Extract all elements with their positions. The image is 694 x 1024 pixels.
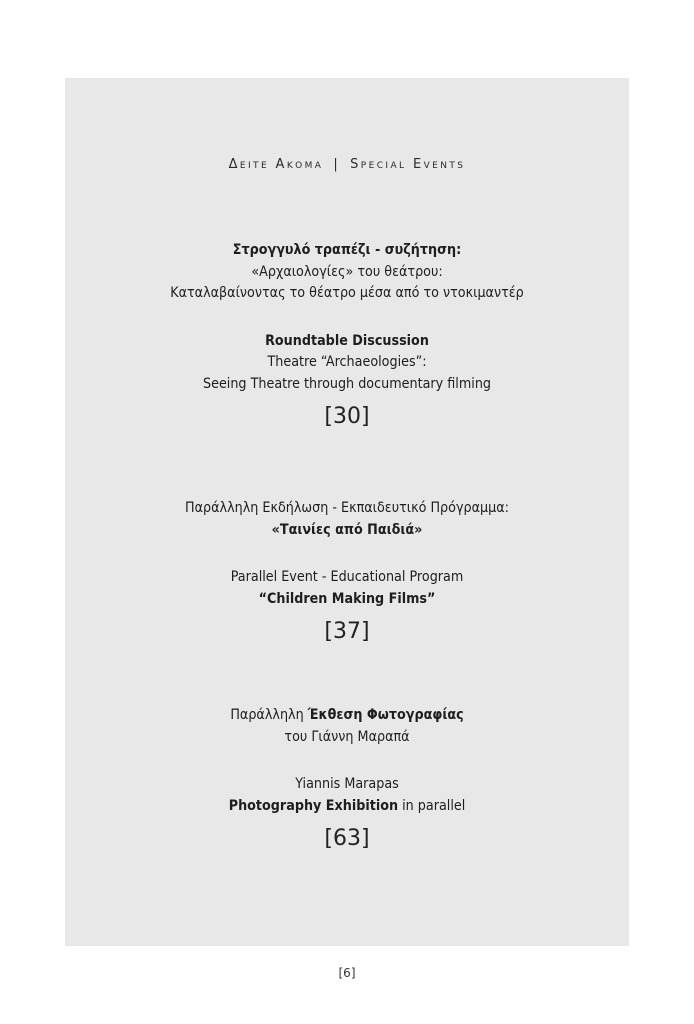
event-photo-exhibition: [0, 705, 694, 853]
heading-separator: |: [333, 157, 341, 172]
event-subtitle-greek: Καταλαβαίνοντας το θέατρο μέσα από το ντοκιμαντέρ: [170, 285, 524, 301]
event-subtitle-greek: του Γιάννη Μαραπά: [284, 728, 410, 745]
event-subtitle-english: Seeing Theatre through documentary filming: [202, 375, 492, 392]
event-roundtable: [0, 240, 694, 431]
event-subtitle-greek: «Αρχαιολογίες» του θεάτρου:: [251, 263, 443, 280]
event-subtitle-english: [42, 796, 653, 818]
page-reference: [37]: [324, 619, 370, 644]
english-bold: Photography Exhibition: [228, 797, 399, 814]
greek-bold: Έκθεση Φωτογραφίας: [307, 707, 464, 723]
event-title-english: Yiannis Marapas: [295, 776, 399, 792]
english-suffix: in parallel: [398, 797, 466, 814]
event-children-films: [0, 498, 694, 646]
section-heading: [0, 157, 694, 172]
event-subtitle-english: Theatre “Archaeologies”:: [267, 354, 427, 370]
page-reference: [30]: [324, 404, 370, 429]
event-subtitle-english: “Children Making Films”: [258, 590, 436, 607]
event-subtitle-greek: «Ταινίες από Παιδιά»: [271, 521, 423, 538]
greek-prefix: Παράλληλη: [230, 707, 308, 723]
event-title-greek: Στρογγυλό τραπέζι - συζήτηση:: [232, 242, 462, 258]
event-title-english: Parallel Event - Educational Program: [230, 569, 464, 585]
heading-english: Special Events: [350, 157, 466, 172]
page-reference: [63]: [324, 826, 370, 851]
event-title-greek: Παράλληλη Εκδήλωση - Εκπαιδευτικό Πρόγραμμα:: [184, 500, 509, 516]
event-title-english: Roundtable Discussion: [265, 332, 429, 349]
event-title-greek: [42, 705, 653, 727]
heading-greek: Δειτε Ακομα: [228, 157, 324, 172]
page-number: [6]: [338, 966, 356, 980]
